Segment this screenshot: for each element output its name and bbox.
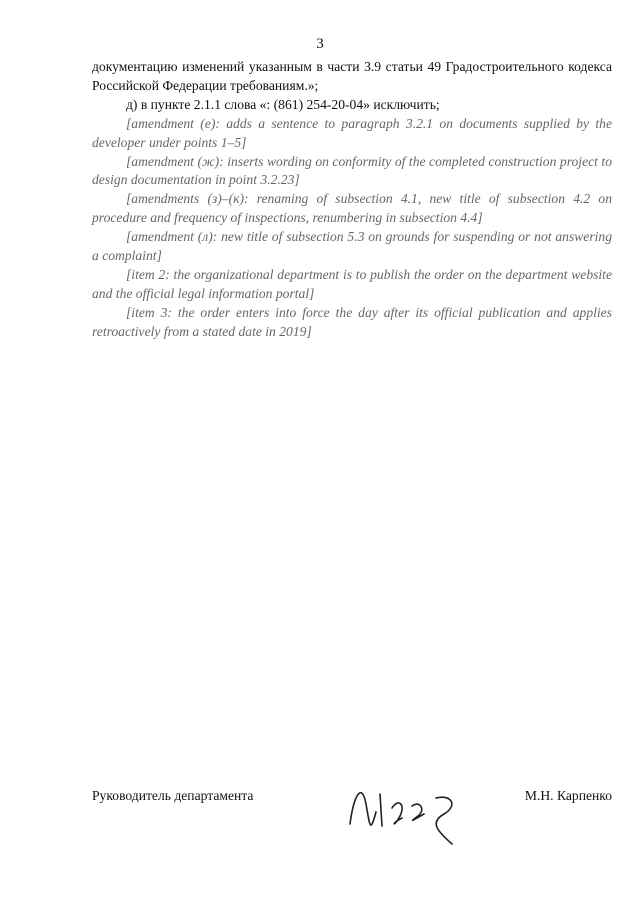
paragraph: [amendment (л): new title of subsection 5.3 on grounds for suspending or not answering a complaint] — [92, 229, 612, 264]
paragraph: [item 3: the order enters into force the day after its official publication and applies retroactively from a stated date in 2019] — [92, 304, 612, 339]
handwritten-signature — [340, 764, 480, 854]
page-number: 3 — [316, 36, 324, 52]
paragraph: [amendment (ж): inserts wording on conformity of the completed construction project to design documentation in point 3.2.23] — [92, 153, 612, 188]
paragraph: [amendment (е): adds a sentence to paragraph 3.2.1 on documents supplied by the developer under points 1–5] — [92, 115, 612, 150]
paragraph: [amendments (з)–(к): renaming of subsection 4.1, new title of subsection 4.2 on procedure and frequency of inspections, renumbering in subsection 4.4] — [92, 191, 612, 226]
signatory-name: М.Н. Карпенко — [524, 788, 612, 803]
signature-block — [92, 772, 612, 862]
signatory-title: Руководитель департамента — [92, 788, 254, 803]
paragraph: д) в пункте 2.1.1 слова «: (861) 254-20-04» исключить; — [126, 96, 440, 112]
paragraph: документацию изменений указанным в части 3.9 статьи 49 Градостроительного кодекса Российской Федерации требованиям.»; — [92, 59, 612, 93]
paragraph: [item 2: the organizational department is to publish the order on the department website and the official legal information portal] — [92, 266, 612, 301]
document-body — [92, 58, 612, 342]
